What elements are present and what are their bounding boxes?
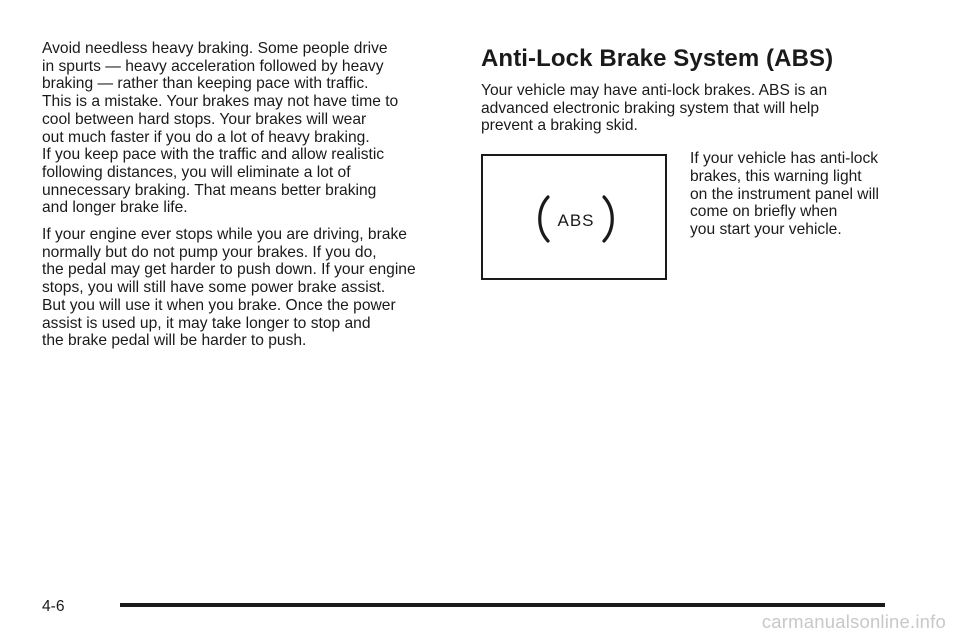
abs-symbol-label: ABS bbox=[557, 211, 595, 231]
warning-light-description: If your vehicle has anti-lock brakes, this warning light on the instrument panel will come on briefly when you start your vehicle. bbox=[690, 150, 879, 238]
right-column bbox=[481, 44, 901, 284]
abs-warning-light-icon bbox=[538, 194, 614, 244]
section-heading: Anti-Lock Brake System (ABS) bbox=[481, 45, 834, 72]
footer-divider bbox=[120, 603, 885, 607]
warning-light-row bbox=[481, 150, 901, 284]
paragraph-heavy-braking: Avoid needless heavy braking. Some people drive in spurts — heavy acceleration followed by heavy braking — rather than keeping pace with traffic. This is a mistake. Your brakes may not have time to cool between hard stops. Your brakes will wear out much faster if you do a lot of heavy braking. If you keep pace with the traffic and allow realistic following distances, you will eliminate a lot of unnecessary braking. That means better braking and longer brake life. bbox=[42, 40, 399, 217]
abs-intro-paragraph: Your vehicle may have anti-lock brakes. ABS is an advanced electronic braking system that will help prevent a braking skid. bbox=[481, 82, 828, 135]
watermark: carmanualsonline.info bbox=[761, 611, 946, 632]
paragraph-engine-stops: If your engine ever stops while you are driving, brake normally but do not pump your brakes. If you do, the pedal may get harder to push down. If your engine stops, you will still have some power brake assist. But you will use it when you brake. Once the power assist is used up, it may take longer to stop and the brake pedal will be harder to push. bbox=[42, 226, 416, 350]
warning-light-figure bbox=[481, 154, 667, 280]
left-column bbox=[42, 40, 442, 359]
page-number: 4-6 bbox=[42, 598, 65, 615]
